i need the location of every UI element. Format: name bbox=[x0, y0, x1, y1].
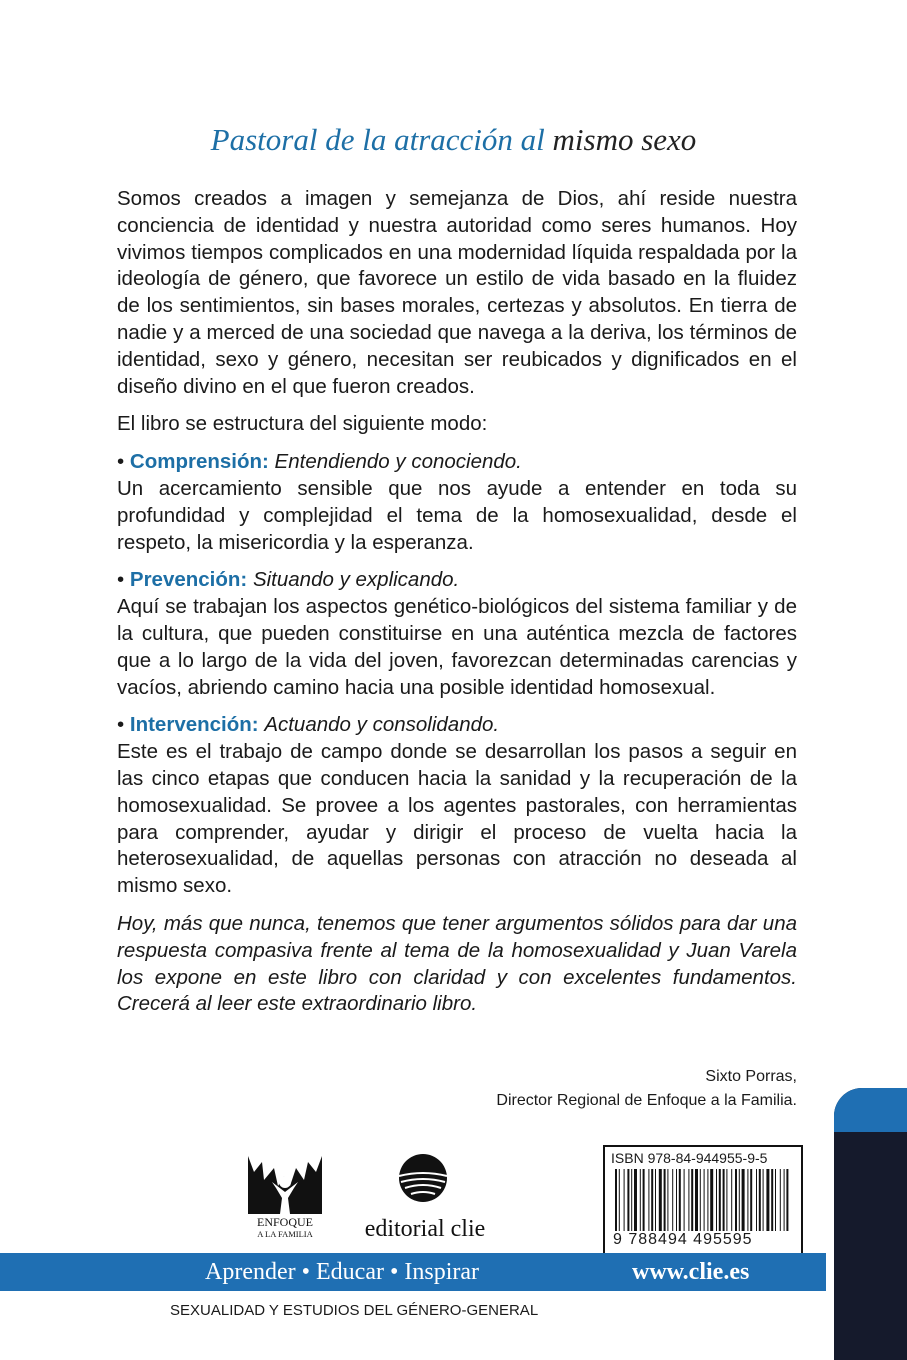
isbn-label: ISBN 978-84-944955-9-5 bbox=[611, 1150, 768, 1166]
side-tab-band bbox=[834, 1088, 907, 1132]
clie-logo-text: editorial clie bbox=[364, 1216, 486, 1242]
enfoque-logo bbox=[240, 1152, 330, 1240]
book-title bbox=[0, 122, 907, 158]
section-text: Un acercamiento sensible que nos ayude a entender en toda su profundidad y complejidad el tema de la homosexualidad, desde el respeto, la misericordia y la esperanza. bbox=[117, 476, 797, 554]
isbn-number: 9 788494 495595 bbox=[613, 1231, 753, 1248]
side-tab bbox=[834, 1088, 907, 1360]
section-prevencion bbox=[117, 567, 797, 701]
section-subtitle: Situando y explicando. bbox=[252, 568, 460, 592]
section-subtitle: Actuando y consolidando. bbox=[264, 713, 500, 737]
isbn-box bbox=[603, 1145, 803, 1257]
enfoque-logo-line2: A LA FAMILIA bbox=[257, 1229, 313, 1239]
bullet: • bbox=[117, 450, 125, 474]
section-label: Intervención: bbox=[129, 713, 259, 737]
bullet: • bbox=[117, 713, 125, 737]
section-text: Aquí se trabajan los aspectos genético-biológicos del sistema familiar y de la cultura, que pueden constituirse en una auténtica mezcla de factores que a lo largo de la vida del joven, favorezcan determinadas carencias y vacíos, abriendo camino hacia una posible identidad homosexual. bbox=[117, 595, 797, 699]
website-link[interactable]: www.clie.es bbox=[632, 1259, 750, 1285]
section-text: Este es el trabajo de campo donde se desarrollan los pasos a seguir en las cinco etapas que conducen hacia la sanidad y la recuperación de la homosexualidad. Se provee a los agentes pastorales, con herramientas para comprender, ayudar y dirigir el proceso de vuelta hacia la heterosexualidad, de aquellas personas con atracción no deseada al mismo sexo. bbox=[117, 740, 797, 898]
section-subtitle: Entendiendo y conociendo. bbox=[274, 450, 522, 474]
clie-logo bbox=[355, 1150, 495, 1242]
intro-paragraph: Somos creados a imagen y semejanza de Dios, ahí reside nuestra conciencia de identidad y nuestra autoridad como seres humanos. Hoy vivimos tiempos complicados en una modernidad líquida respaldada por la ideología de género, que favorece un estilo de vida basado en la fluidez de los sentimientos, sin bases morales, certezas y absolutos. En tierra de nadie y a merced de una sociedad que navega a la deriva, los términos de identidad, sexo y género, necesitan ser reubicados y dignificados en el diseño divino en el que fueron creados. bbox=[117, 187, 797, 398]
section-label: Prevención: bbox=[129, 568, 248, 592]
signature bbox=[496, 1065, 797, 1113]
section-comprension bbox=[117, 449, 797, 556]
footer-motto: Aprender • Educar • Inspirar bbox=[205, 1259, 480, 1285]
section-label: Comprensión: bbox=[129, 450, 269, 474]
title-part-2: mismo sexo bbox=[552, 122, 697, 157]
bullet: • bbox=[117, 568, 125, 592]
back-cover-text bbox=[117, 186, 797, 1029]
endorsement-quote: Hoy, más que nunca, tenemos que tener argumentos sólidos para dar una respuesta compasiva frente al tema de la homosexualidad y Juan Varela los expone en este libro con claridad y con excelentes fundamentos. Crecerá al leer este extraordinario libro. bbox=[117, 911, 797, 1016]
enfoque-logo-line1: ENFOQUE bbox=[257, 1215, 313, 1229]
signature-role: Director Regional de Enfoque a la Familia. bbox=[496, 1092, 797, 1109]
category-label: SEXUALIDAD Y ESTUDIOS DEL GÉNERO-GENERAL bbox=[170, 1302, 539, 1319]
section-intervencion bbox=[117, 712, 797, 900]
structure-intro: El libro se estructura del siguiente modo: bbox=[117, 412, 488, 436]
barcode bbox=[613, 1169, 793, 1233]
signature-name: Sixto Porras, bbox=[705, 1068, 797, 1085]
title-part-1: Pastoral de la atracción al bbox=[210, 122, 553, 157]
